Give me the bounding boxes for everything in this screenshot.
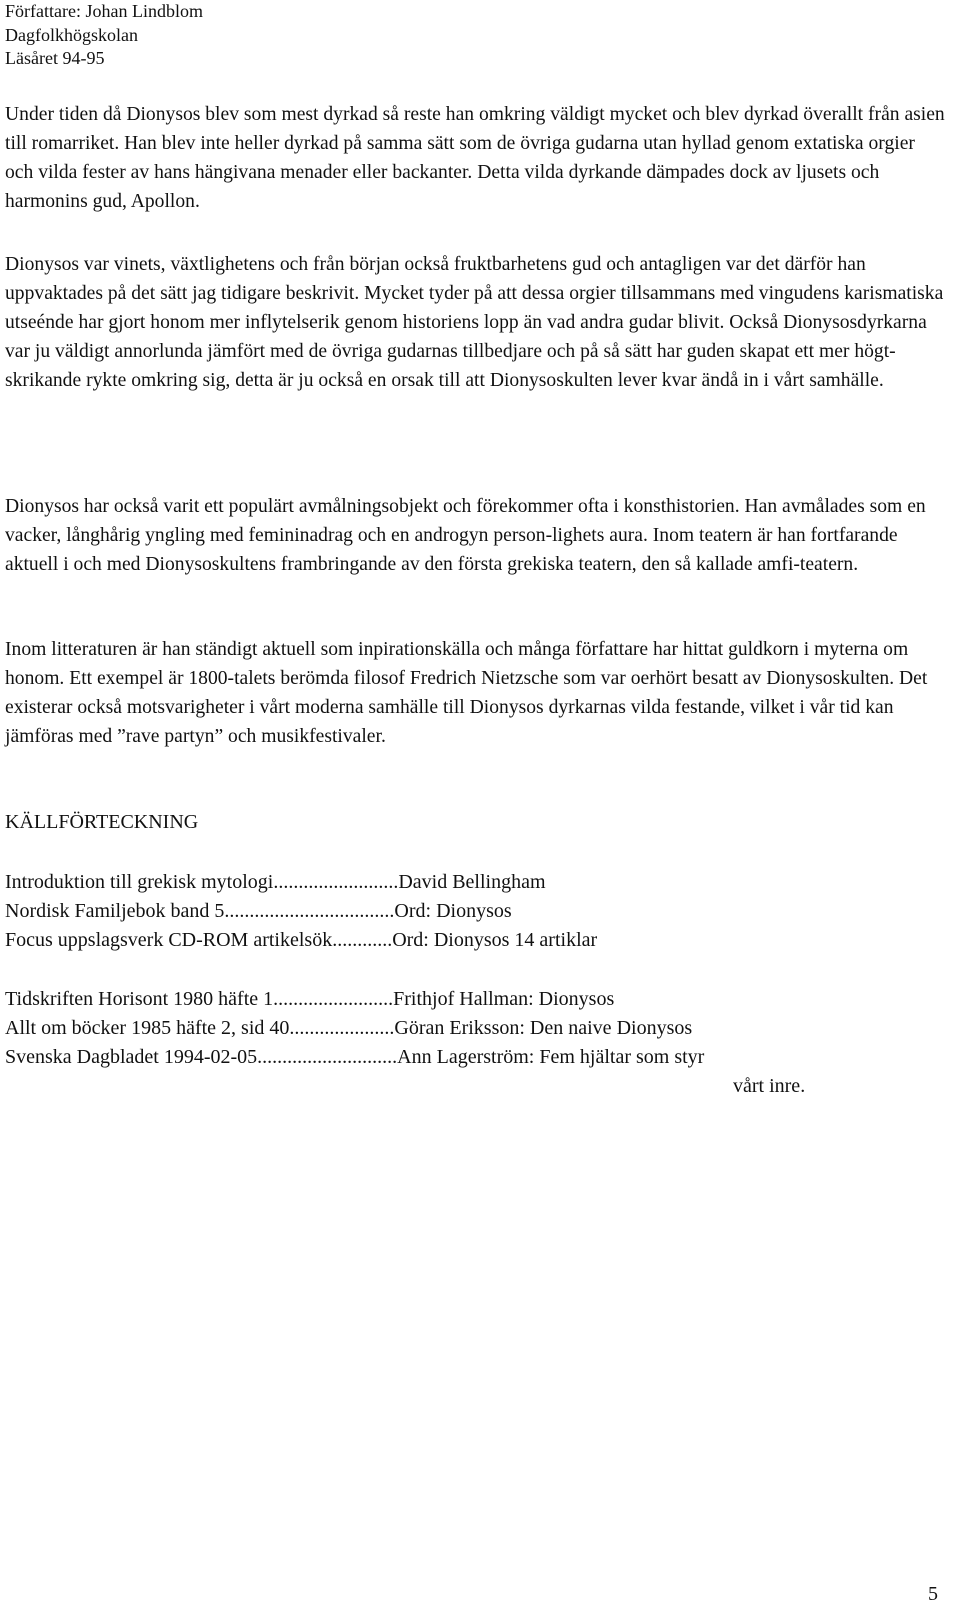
reference-item: Introduktion till grekisk mytologi.........................David Bellingham xyxy=(5,871,546,893)
references-heading: KÄLLFÖRTECKNING xyxy=(5,811,199,833)
year-line: Läsåret 94-95 xyxy=(5,48,105,68)
school-line: Dagfolkhögskolan xyxy=(5,24,138,45)
reference-item: Svenska Dagbladet 1994-02-05............................Ann Lagerström: Fem hjältar som styr xyxy=(5,1046,705,1068)
reference-item: Nordisk Familjebok band 5..................................Ord: Dionysos xyxy=(5,900,512,922)
reference-item: Tidskriften Horisont 1980 häfte 1........................Frithjof Hallman: Dionysos xyxy=(5,988,615,1010)
reference-item: Focus uppslagsverk CD-ROM artikelsök............Ord: Dionysos 14 artiklar xyxy=(5,929,598,951)
reference-item-continuation: vårt inre. xyxy=(733,1075,806,1097)
author-line: Författare: Johan Lindblom xyxy=(5,1,203,21)
page-number: 5 xyxy=(928,1583,938,1605)
document-header xyxy=(5,0,203,71)
paragraph-god-of-wine: Dionysos var vinets, växtlighetens och från början också fruktbarhetens gud och antagligen var det därför han uppvaktades på det sätt jag tidigare beskrivit. Mycket tyder på att dessa orgier tillsammans med vingudens karismatiska utseénde har gjort honom mer inflytelserik genom historiens lopp än vad andra gudar blivit. Också Dionysosdyrkarna var ju väldigt annorlunda jämfört med de övriga gudarnas tillbedjare och på så sätt har guden skapat ett mer högt-skrikande rykte omkring sig, detta är ju också en orsak till att Dionysoskulten lever kvar ändå in i vårt samhälle. xyxy=(5,254,944,391)
paragraph-art-history: Dionysos har också varit ett populärt avmålningsobjekt och förekommer ofta i konsthistorien. Han avmålades som en vacker, långhårig yngling med femininadrag och en androgyn person-lighets aura. Inom teatern är han fortfarande aktuell i och med Dionysoskultens frambringande av den första grekiska teatern, den så kallade amfi-teatern. xyxy=(5,496,926,575)
paragraph-worship: Under tiden då Dionysos blev som mest dyrkad så reste han omkring väldigt mycket och blev dyrkad överallt från asien till romarriket. Han blev inte heller dyrkad på samma sätt som de övriga gudarna utan hyllad genom extatiska orgier och vilda fester av hans hängivana menader eller backanter. Detta vilda dyrkande dämpades dock av ljusets och harmonins gud, Apollon. xyxy=(5,104,945,212)
reference-item: Allt om böcker 1985 häfte 2, sid 40.....................Göran Eriksson: Den naive Dionysos xyxy=(5,1017,693,1039)
paragraph-literature: Inom litteraturen är han ständigt aktuell som inpirationskälla och många författare har hittat guldkorn i myterna om honom. Ett exempel är 1800-talets berömda filosof Fredrich Nietzsche som var oerhört besatt av Dionysoskulten. Det existerar också motsvarigheter i vårt moderna samhälle till Dionysos dyrkarnas vilda festande, vilket i vår tid kan jämföras med ”rave partyn” och musikfestivaler. xyxy=(5,639,928,747)
